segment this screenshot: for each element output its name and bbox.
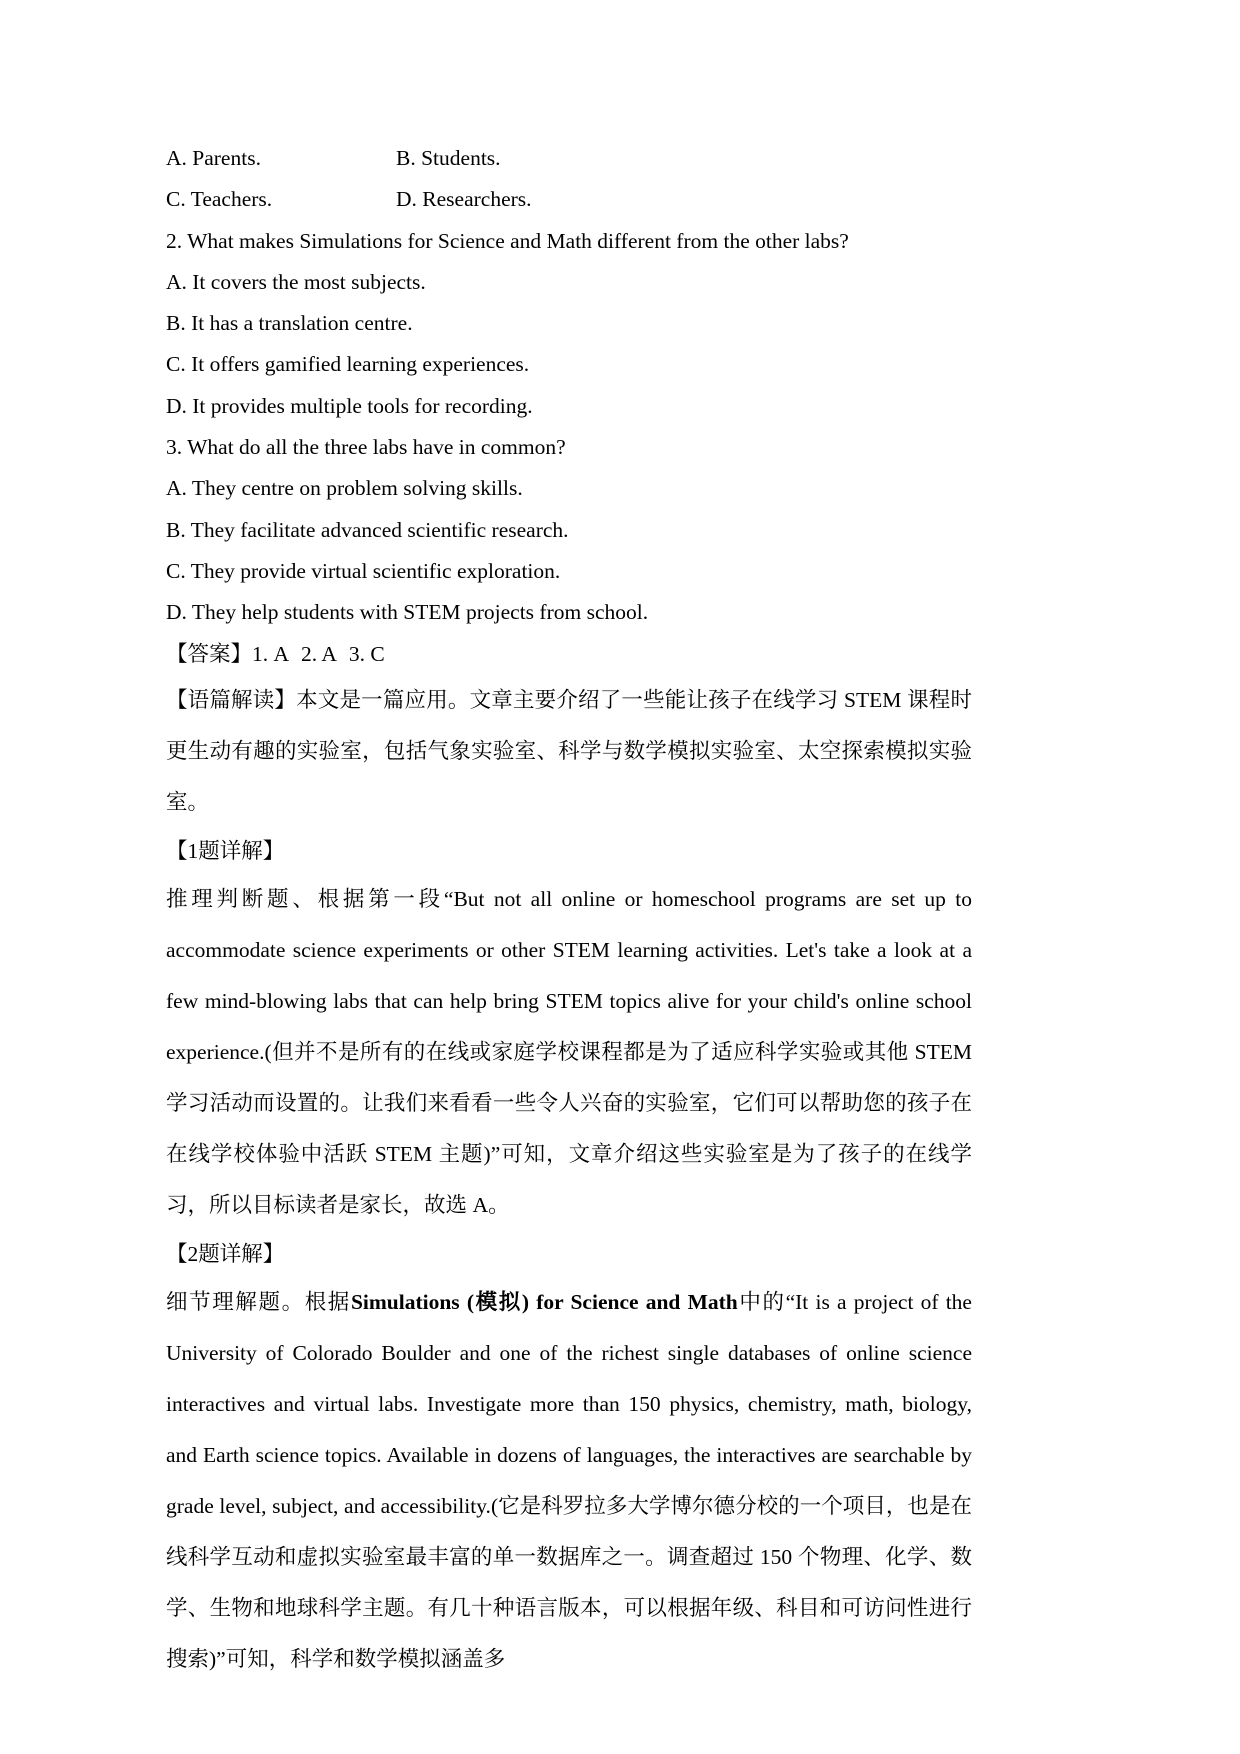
explanation-1-quote-en: But not all online or homeschool programs are set up to accommodate science experiments or other STEM learning activities. Let's take a look at a few mind-blowing labs that can help bring STEM topics alive for your child's online school experience. <box>166 886 972 1064</box>
explanation-2-translation: (它是科罗拉多大学博尔德分校的一个项目，也是在线科学互动和虚拟实验室最丰富的单一数据库之一。调查超过 150 个物理、化学、数学、生物和地球科学主题。有几十种语言版本，可以根据年级、科目和可访问性进行搜索) <box>166 1493 972 1671</box>
explanation-1-heading: 【1题详解】 <box>166 838 285 863</box>
answer-item-1: 1. A <box>252 641 290 666</box>
explanation-2-quote-open: “ <box>785 1289 796 1314</box>
explanation-1-quote-open: “ <box>443 886 454 911</box>
explanation-2-conclusion: 可知，科学和数学模拟涵盖多 <box>225 1646 506 1671</box>
explanation-1-conclusion: 可知，文章介绍这些实验室是为了孩子的在线学习，所以目标读者是家长，故选 A。 <box>166 1141 972 1217</box>
option-c-q3: C. They provide virtual scientific exploration. <box>166 558 561 583</box>
option-c-q2: C. It offers gamified learning experiences. <box>166 352 530 377</box>
question-2-stem: 2. What makes Simulations for Science and Math different from the other labs? <box>166 228 849 253</box>
explanation-2-bold-term: Simulations (模拟) for Science and Math <box>350 1289 738 1314</box>
option-c-q1: C. Teachers. <box>166 187 273 212</box>
passage-analysis-label: 【语篇解读】 <box>166 687 297 712</box>
explanation-1-lead: 推理判断题、根据第一段 <box>166 886 444 911</box>
question-3-stem: 3. What do all the three labs have in common? <box>166 435 566 460</box>
answer-label: 【答案】 <box>166 641 253 666</box>
option-b-q3: B. They facilitate advanced scientific research. <box>166 517 569 542</box>
question-1-options-row-2 <box>166 179 972 219</box>
option-a-q1: A. Parents. <box>166 146 261 170</box>
explanation-2-mid: 中的 <box>737 1289 786 1314</box>
explanation-2-heading: 【2题详解】 <box>166 1241 285 1266</box>
page-content <box>166 138 972 1685</box>
explanation-1-quote-close: ” <box>490 1141 501 1166</box>
explanation-2-quote-en: It is a project of the University of Colorado Boulder and one of the richest single databases of online science interactives and virtual labs. Investigate more than 150 physics, chemistry, math, biology, and Earth science topics. Available in dozens of languages, the interactives are searchable by grade level, subject, and accessibility. <box>166 1289 972 1518</box>
passage-analysis-text: 本文是一篇应用。文章主要介绍了一些能让孩子在线学习 STEM 课程时更生动有趣的实验室，包括气象实验室、科学与数学模拟实验室、太空探索模拟实验室。 <box>166 687 972 814</box>
answer-item-3: 3. C <box>348 641 385 666</box>
explanation-1-body <box>166 874 972 1231</box>
answer-block <box>166 634 972 674</box>
option-d-q3: D. They help students with STEM projects from school. <box>166 600 649 625</box>
question-1-options-row-1 <box>166 138 972 178</box>
explanation-2-quote-close: ” <box>216 1646 226 1671</box>
passage-analysis <box>166 675 972 828</box>
explanation-1-translation: (但并不是所有的在线或家庭学校课程都是为了适应科学实验或其他 STEM 学习活动而设置的。让我们来看看一些令人兴奋的实验室，它们可以帮助您的孩子在在线学校体验中活跃 STEM 主题) <box>166 1039 972 1166</box>
option-a-q2: A. It covers the most subjects. <box>166 269 426 294</box>
explanation-2-body <box>166 1277 972 1685</box>
option-d-q1: D. Researchers. <box>396 187 532 212</box>
option-d-q2: D. It provides multiple tools for recording. <box>166 393 533 418</box>
option-b-q1: B. Students. <box>396 146 501 170</box>
answer-item-2: 2. A <box>301 641 337 666</box>
option-b-q2: B. It has a translation centre. <box>166 311 413 336</box>
option-a-q3: A. They centre on problem solving skills. <box>166 476 523 501</box>
explanation-2-lead: 细节理解题。根据 <box>166 1289 351 1314</box>
